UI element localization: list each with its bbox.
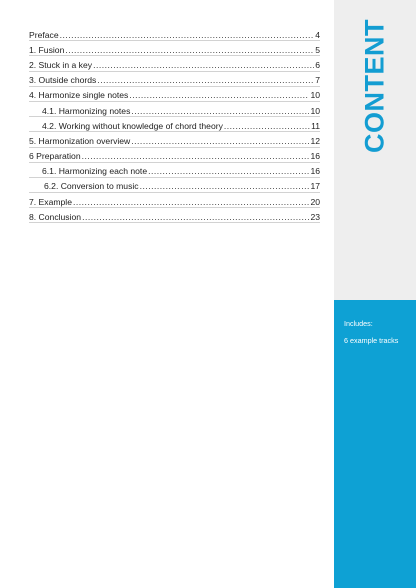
toc-entry-label: 2. Stuck in a key — [29, 59, 93, 70]
toc-leader-dots — [65, 46, 314, 55]
toc-page-number: 16 — [310, 166, 320, 177]
toc-leader-dots — [140, 182, 310, 191]
toc-page-number: 4 — [315, 29, 320, 40]
toc-page-number: 10 — [310, 90, 320, 101]
toc-entry-harmonize-single-notes[interactable] — [29, 87, 320, 102]
toc-page-number: 6 — [315, 59, 320, 70]
page-title: CONTENT — [359, 19, 390, 153]
toc-entry-working-without-chord-theory[interactable] — [29, 117, 320, 132]
includes-label: Includes: — [344, 319, 373, 328]
toc-page-number: 12 — [310, 135, 320, 146]
toc-entry-label: 4.2. Working without knowledge of chord theory — [42, 120, 223, 131]
toc-page-number: 7 — [315, 75, 320, 86]
toc-page-number: 20 — [310, 196, 320, 207]
tracks-text: 6 example tracks — [344, 336, 399, 345]
toc-leader-dots — [148, 167, 309, 176]
toc-leader-dots — [131, 137, 309, 146]
toc-entry-preparation[interactable] — [29, 148, 320, 163]
toc-leader-dots — [93, 61, 314, 70]
toc-page-number: 16 — [310, 151, 320, 162]
toc-entry-label: 4. Harmonize single notes — [29, 90, 129, 101]
toc-entry-fusion[interactable] — [29, 41, 320, 56]
toc-entry-label: Preface — [29, 29, 59, 40]
toc-leader-dots — [131, 107, 309, 116]
toc-page-number: 17 — [310, 181, 320, 192]
toc-entry-label: 6.1. Harmonizing each note — [42, 166, 148, 177]
toc-entry-outside-chords[interactable] — [29, 72, 320, 87]
toc-leader-dots — [60, 31, 315, 40]
toc-entry-conclusion[interactable] — [29, 208, 320, 223]
includes-box — [334, 300, 416, 588]
toc-leader-dots — [224, 122, 310, 131]
toc-entry-harmonizing-notes[interactable] — [29, 102, 320, 117]
toc-page-number: 11 — [311, 120, 320, 131]
toc-entry-label: 1. Fusion — [29, 44, 65, 55]
toc-entry-label: 3. Outside chords — [29, 75, 97, 86]
toc-entry-label: 6.2. Conversion to music — [44, 181, 139, 192]
toc-leader-dots — [129, 91, 309, 100]
toc-entry-label: 5. Harmonization overview — [29, 135, 131, 146]
toc-entry-example[interactable] — [29, 193, 320, 208]
toc-entry-harmonizing-each-note[interactable] — [29, 163, 320, 178]
toc-leader-dots — [82, 213, 309, 222]
toc-entry-harmonization-overview[interactable] — [29, 132, 320, 147]
toc-page-number: 23 — [310, 211, 320, 222]
toc-entry-stuck-in-a-key[interactable] — [29, 56, 320, 71]
toc-entry-label: 4.1. Harmonizing notes — [42, 105, 131, 116]
toc-leader-dots — [82, 152, 310, 161]
toc-page-number: 5 — [315, 44, 320, 55]
table-of-contents — [29, 26, 320, 223]
sidebar-title-area — [334, 0, 416, 300]
toc-leader-dots — [97, 76, 314, 85]
toc-page-number: 10 — [310, 105, 320, 116]
toc-entry-preface[interactable] — [29, 26, 320, 41]
toc-entry-label: 7. Example — [29, 196, 72, 207]
toc-entry-label: 6 Preparation — [29, 151, 81, 162]
toc-entry-label: 8. Conclusion — [29, 211, 82, 222]
toc-entry-conversion-to-music[interactable] — [29, 178, 320, 193]
toc-leader-dots — [73, 198, 309, 207]
